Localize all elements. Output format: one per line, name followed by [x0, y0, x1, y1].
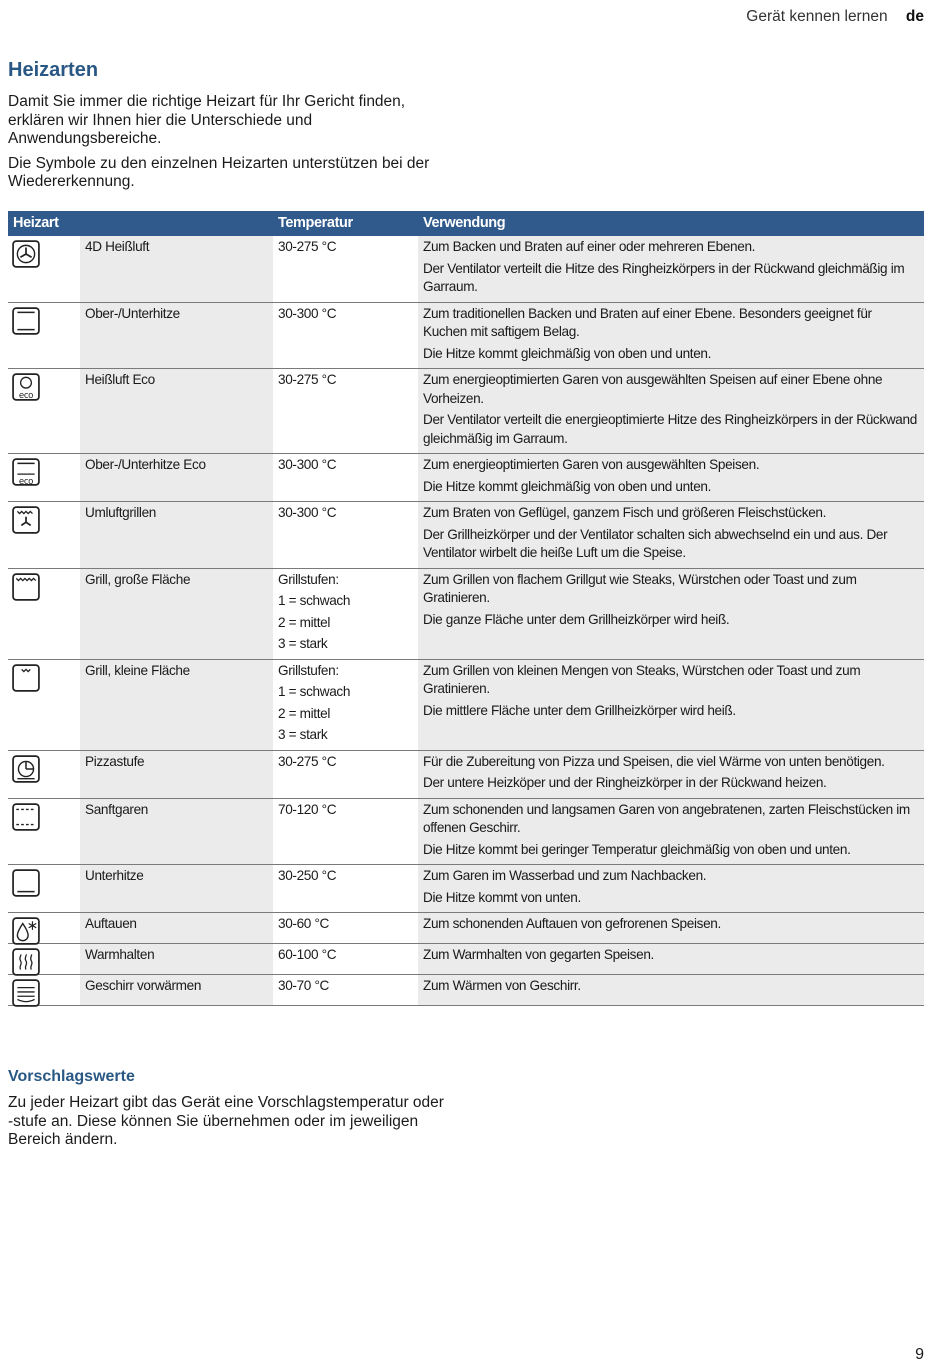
temperature-cell	[273, 236, 418, 302]
icon-cell	[8, 798, 80, 865]
fan-4d-icon	[12, 240, 38, 266]
usage-text: Zum Grillen von kleinen Mengen von Steaks, Würstchen oder Toast und zum Gratinieren.	[423, 662, 861, 696]
usage-cell	[418, 568, 924, 659]
usage-text: Zum Grillen von flachem Grillgut wie Steaks, Würstchen oder Toast und zum Gratinieren.	[423, 571, 857, 605]
fan-eco-icon	[12, 373, 38, 399]
usage-text: Die Hitze kommt gleichmäßig von oben und unten.	[423, 478, 712, 494]
temperature-value: Grillstufen:	[278, 662, 339, 678]
usage-text: Zum Braten von Geflügel, ganzem Fisch und größeren Fleischstücken.	[423, 505, 827, 520]
icon-cell	[8, 302, 80, 369]
usage-text: Der Ventilator verteilt die energieoptimierte Hitze des Ringheizkörpers in der Rückwand gleichmäßig im Garraum.	[423, 412, 917, 446]
temperature-cell	[273, 750, 418, 798]
temperature-value: 30-60 °C	[278, 916, 329, 931]
usage-cell	[418, 236, 924, 302]
icon-cell	[8, 865, 80, 913]
icon-cell	[8, 236, 80, 302]
table-row	[8, 798, 924, 865]
usage-cell	[418, 454, 924, 502]
temperature-value: 30-250 °C	[278, 868, 337, 883]
usage-text: Die mittlere Fläche unter dem Grillheizkörper wird heiß.	[423, 702, 736, 718]
usage-cell	[418, 944, 924, 975]
icon-cell	[8, 659, 80, 750]
header-temperatur: Temperatur	[273, 211, 418, 236]
temperature-value: 2 = mittel	[278, 614, 331, 630]
temperature-value: 70-120 °C	[278, 801, 337, 817]
heating-mode-name: Ober-/Unterhitze Eco	[80, 454, 273, 502]
header-language: de	[905, 8, 924, 25]
heating-mode-name: Umluftgrillen	[80, 502, 273, 569]
table-row	[8, 568, 924, 659]
usage-text: Für die Zubereitung von Pizza und Speisen, die viel Wärme von unten benötigen.	[423, 753, 885, 769]
icon-cell	[8, 913, 80, 944]
usage-text: Zum Garen im Wasserbad und zum Nachbacken.	[423, 868, 707, 883]
icon-cell	[8, 369, 80, 454]
heating-mode-name: Pizzastufe	[80, 750, 273, 798]
table-row	[8, 659, 924, 750]
heating-mode-name: Warmhalten	[80, 944, 273, 975]
outro-text: Zu jeder Heizart gibt das Gerät eine Vorschlagstemperatur oder -stufe an. Diese können Sie übernehmen oder im jeweiligen Bereich ändern.	[8, 1094, 444, 1148]
usage-cell	[418, 750, 924, 798]
heating-mode-name: Grill, große Fläche	[80, 568, 273, 659]
table-header-row	[8, 211, 924, 236]
heating-mode-name: Auftauen	[80, 913, 273, 944]
icon-cell	[8, 502, 80, 569]
heating-mode-name: Geschirr vorwärmen	[80, 975, 273, 1006]
heating-mode-name: Heißluft Eco	[80, 369, 273, 454]
usage-text: Zum energieoptimierten Garen von ausgewählten Speisen.	[423, 457, 760, 472]
temperature-value: 30-300 °C	[278, 305, 337, 321]
header-section: Gerät kennen lernen	[746, 8, 888, 25]
svg-text:eco: eco	[18, 476, 34, 486]
temperature-cell	[273, 454, 418, 502]
temperature-cell	[273, 865, 418, 913]
section-title: Heizarten	[8, 59, 99, 81]
heating-mode-name: Ober-/Unterhitze	[80, 302, 273, 369]
icon-cell	[8, 944, 80, 975]
temperature-cell	[273, 369, 418, 454]
plate-warming-icon	[12, 979, 38, 1005]
defrost-icon	[12, 917, 38, 943]
page-header	[746, 8, 924, 26]
table-row	[8, 944, 924, 975]
temperature-cell	[273, 798, 418, 865]
usage-cell	[418, 865, 924, 913]
usage-text: Die Hitze kommt gleichmäßig von oben und unten.	[423, 345, 712, 361]
usage-text: Der Ventilator verteilt die Hitze des Ringheizkörpers in der Rückwand gleichmäßig im Garraum.	[423, 260, 905, 294]
heating-modes-table	[8, 211, 924, 1006]
grill-small-icon	[12, 664, 38, 690]
keep-warm-icon	[12, 948, 38, 974]
table-row	[8, 750, 924, 798]
table-row	[8, 502, 924, 569]
icon-cell	[8, 975, 80, 1006]
usage-cell	[418, 302, 924, 369]
usage-cell	[418, 913, 924, 944]
temperature-value: 2 = mittel	[278, 705, 331, 721]
temperature-cell	[273, 568, 418, 659]
temperature-value: 30-275 °C	[278, 239, 337, 254]
svg-text:eco: eco	[18, 390, 34, 401]
top-bottom-heat-icon	[12, 307, 38, 333]
slow-cook-icon	[12, 803, 38, 829]
usage-text: Die ganze Fläche unter dem Grillheizkörper wird heiß.	[423, 611, 730, 627]
top-bottom-eco-icon	[12, 458, 38, 484]
heating-mode-name: Grill, kleine Fläche	[80, 659, 273, 750]
table-row	[8, 975, 924, 1006]
usage-text: Die Hitze kommt von unten.	[423, 889, 581, 905]
icon-cell	[8, 568, 80, 659]
usage-cell	[418, 502, 924, 569]
usage-text: Die Hitze kommt bei geringer Temperatur gleichmäßig von oben und unten.	[423, 841, 851, 857]
subsection-title: Vorschlagswerte	[8, 1068, 135, 1085]
table-row	[8, 236, 924, 302]
temperature-value: 30-300 °C	[278, 505, 337, 520]
usage-text: Zum schonenden Auftauen von gefrorenen Speisen.	[423, 916, 721, 931]
icon-cell	[8, 750, 80, 798]
intro-paragraph: Damit Sie immer die richtige Heizart für Ihr Gericht finden, erklären wir Ihnen hier die Unterschiede und Anwendungsbereiche.	[8, 93, 406, 147]
temperature-value: Grillstufen:	[278, 571, 339, 587]
table-row	[8, 302, 924, 369]
heating-mode-name: 4D Heißluft	[80, 236, 273, 302]
usage-text: Zum Backen und Braten auf einer oder mehreren Ebenen.	[423, 239, 756, 254]
header-verwendung: Verwendung	[418, 211, 924, 236]
temperature-cell	[273, 975, 418, 1006]
heating-mode-name: Sanftgaren	[80, 798, 273, 865]
usage-cell	[418, 659, 924, 750]
temperature-value: 3 = stark	[278, 727, 328, 742]
temperature-cell	[273, 944, 418, 975]
usage-text: Zum traditionellen Backen und Braten auf einer Ebene. Besonders geeignet für Kuchen mit saftigem Belag.	[423, 305, 872, 339]
heating-mode-name: Unterhitze	[80, 865, 273, 913]
temperature-value: 60-100 °C	[278, 947, 337, 962]
usage-text: Zum energieoptimierten Garen von ausgewählten Speisen auf einer Ebene ohne Vorheizen.	[423, 372, 883, 406]
temperature-value: 1 = schwach	[278, 684, 351, 699]
fan-grill-icon	[12, 506, 38, 532]
usage-text: Zum Warmhalten von gegarten Speisen.	[423, 947, 654, 962]
usage-cell	[418, 798, 924, 865]
temperature-value: 30-275 °C	[278, 753, 337, 769]
temperature-value: 30-70 °C	[278, 978, 329, 993]
table-row	[8, 865, 924, 913]
table-row	[8, 369, 924, 454]
usage-text: Zum schonenden und langsamen Garen von angebratenen, zarten Fleischstücken im offenen Geschirr.	[423, 801, 910, 835]
table-row	[8, 454, 924, 502]
usage-text: Der untere Heizköper und der Ringheizkörper in der Rückwand heizen.	[423, 775, 827, 790]
temperature-cell	[273, 659, 418, 750]
usage-text: Zum Wärmen von Geschirr.	[423, 978, 581, 993]
temperature-value: 1 = schwach	[278, 593, 351, 608]
icon-cell	[8, 454, 80, 502]
usage-cell	[418, 975, 924, 1006]
header-heizart: Heizart	[8, 211, 273, 236]
table-row	[8, 913, 924, 944]
intro-text	[8, 93, 438, 198]
temperature-value: 3 = stark	[278, 636, 328, 651]
temperature-value: 30-275 °C	[278, 372, 337, 387]
temperature-cell	[273, 913, 418, 944]
grill-large-icon	[12, 573, 38, 599]
temperature-cell	[273, 502, 418, 569]
intro-paragraph: Die Symbole zu den einzelnen Heizarten unterstützen bei der Wiedererkennung.	[8, 154, 430, 190]
bottom-heat-icon	[12, 869, 38, 895]
temperature-cell	[273, 302, 418, 369]
page-number: 9	[915, 1346, 924, 1363]
usage-text: Der Grillheizkörper und der Ventilator schalten sich abwechselnd ein und aus. Der Ventilator wirbelt die heiße Luft um die Speise.	[423, 526, 888, 560]
pizza-icon	[12, 755, 38, 781]
temperature-value: 30-300 °C	[278, 457, 337, 472]
usage-cell	[418, 369, 924, 454]
